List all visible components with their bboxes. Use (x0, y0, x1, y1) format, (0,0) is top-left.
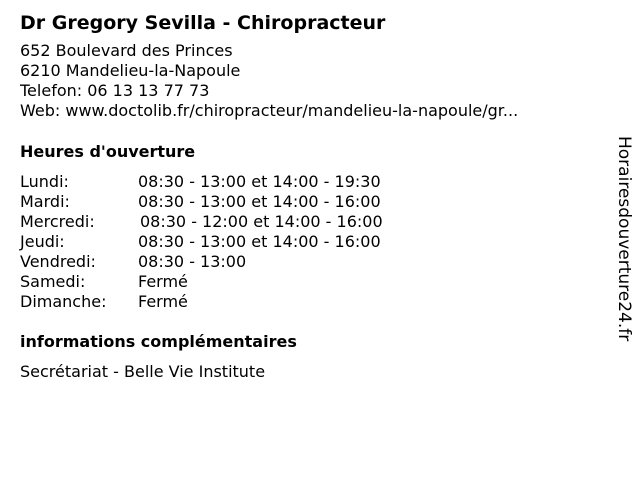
hours-row-mercredi (20, 212, 610, 232)
time-value: 08:30 - 13:00 et 14:00 - 16:00 (138, 192, 381, 211)
hours-row-mardi (20, 192, 610, 212)
time-value: 08:30 - 13:00 et 14:00 - 19:30 (138, 172, 381, 191)
page-title: Dr Gregory Sevilla - Chiropracteur (20, 12, 386, 34)
hours-row-vendredi (20, 252, 610, 272)
business-card (20, 10, 610, 382)
time-value: 08:30 - 13:00 (138, 252, 247, 271)
website-link[interactable]: Web: www.doctolib.fr/chiropracteur/mandelieu-la-napoule/gr... (20, 101, 519, 120)
day-label: Dimanche: (20, 292, 107, 311)
day-label: Jeudi: (20, 232, 65, 251)
hours-row-jeudi (20, 232, 610, 252)
phone-number: Telefon: 06 13 13 77 73 (20, 81, 210, 100)
day-label: Samedi: (20, 272, 86, 291)
day-label: Mardi: (20, 192, 70, 211)
address-block (20, 41, 610, 121)
time-value: Fermé (138, 292, 188, 311)
day-label: Vendredi: (20, 252, 96, 271)
hours-row-lundi (20, 172, 610, 192)
day-label: Mercredi: (20, 212, 95, 231)
additional-info-heading: informations complémentaires (20, 332, 297, 351)
street-address: 652 Boulevard des Princes (20, 41, 233, 60)
city-address: 6210 Mandelieu-la-Napoule (20, 61, 241, 80)
additional-info-text: Secrétariat - Belle Vie Institute (20, 362, 266, 381)
opening-hours-heading: Heures d'ouverture (20, 142, 196, 161)
hours-row-dimanche (20, 292, 610, 312)
time-value: 08:30 - 13:00 et 14:00 - 16:00 (138, 232, 381, 251)
hours-row-samedi (20, 272, 610, 292)
opening-hours-table (20, 172, 610, 312)
side-brand-watermark: Horairesdouverture24.fr (614, 136, 634, 342)
time-value: Fermé (138, 272, 188, 291)
day-label: Lundi: (20, 172, 69, 191)
time-value: 08:30 - 12:00 et 14:00 - 16:00 (140, 212, 383, 231)
